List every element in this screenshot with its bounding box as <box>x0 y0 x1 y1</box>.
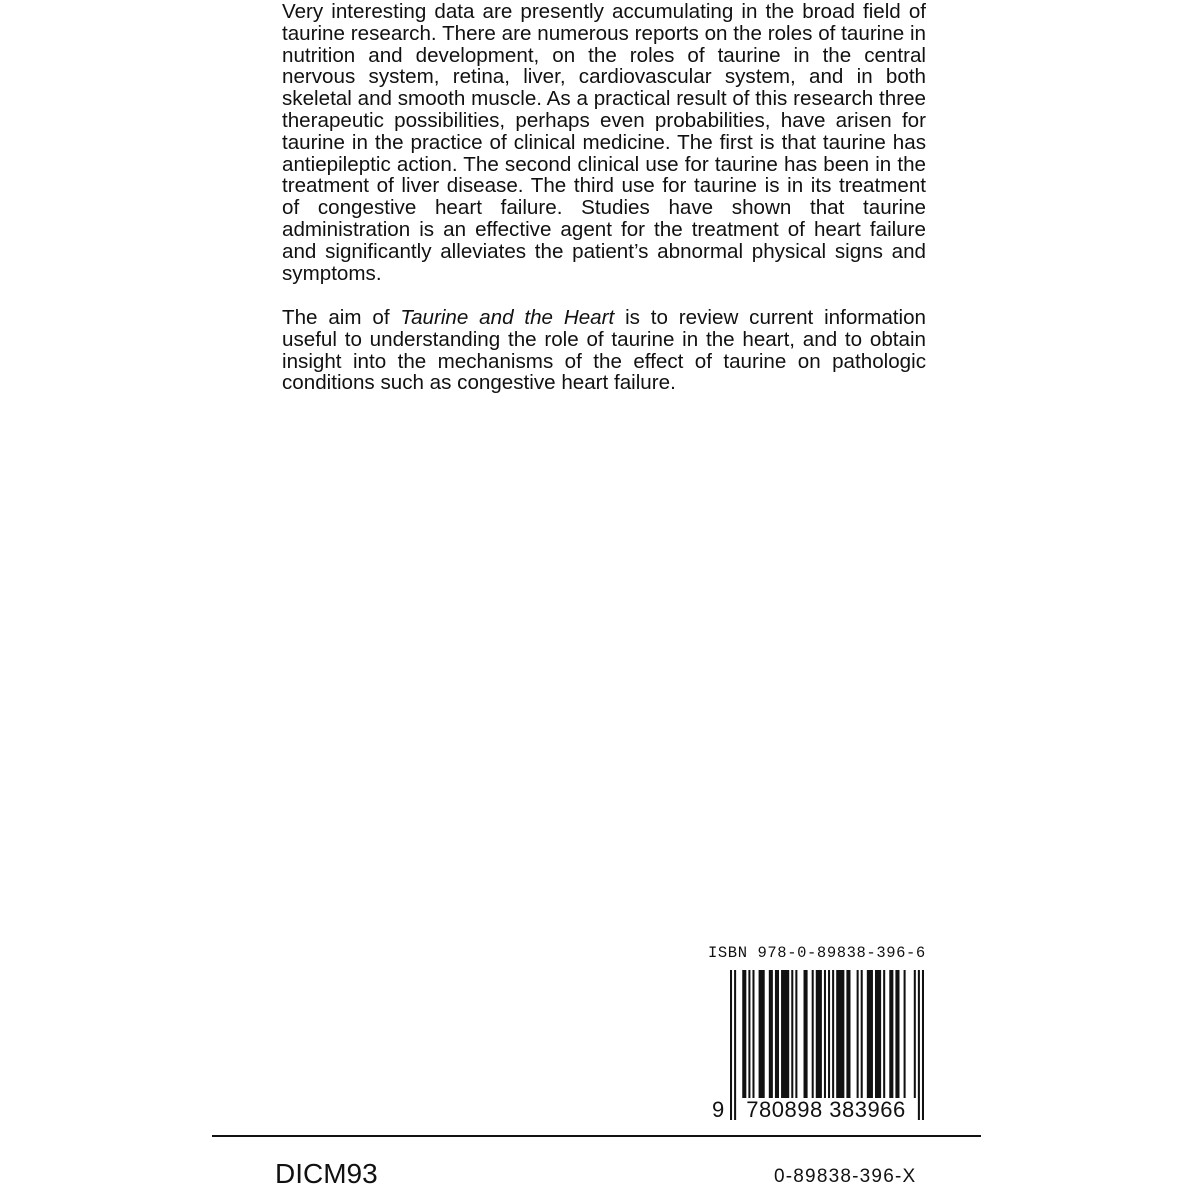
barcode-bar <box>883 970 885 1098</box>
barcode-bar <box>769 970 773 1098</box>
barcode-bar <box>816 970 822 1098</box>
paragraph-2-lead: The aim of <box>282 306 401 329</box>
barcode-bar <box>832 970 834 1098</box>
isbn-label: ISBN 978-0-89838-396-6 <box>708 944 926 962</box>
barcode-bar <box>791 970 793 1098</box>
barcode-bar <box>804 970 808 1098</box>
barcode-lead-digit: 9 <box>712 1097 725 1122</box>
barcode-bar <box>730 970 732 1120</box>
barcode-bar <box>857 970 859 1098</box>
isbn-10: 0-89838-396-X <box>774 1166 917 1187</box>
barcode-bar <box>752 970 754 1098</box>
barcode-bar <box>914 970 916 1098</box>
book-title: Taurine and the Heart <box>400 306 615 329</box>
barcode-bar <box>781 970 789 1098</box>
barcode-bar <box>812 970 814 1098</box>
barcode-bar <box>861 970 863 1098</box>
barcode-bar <box>836 970 844 1098</box>
barcode-bar <box>742 970 746 1098</box>
barcode-bar <box>795 970 797 1098</box>
description-paragraph-1: Very interesting data are presently accumulating in the broad field of taurine research. There are numerous reports on the roles of taurine in nutrition and development, on the roles of taurine in the central nervous system, retina, liver, cardiovascular system, and in both skeletal and smooth muscle. As a practical result of this research three therapeutic possibilities, perhaps even probabilities, have arisen for taurine in the practice of clinical medicine. The first is that taurine has antiepileptic action. The second clinical use for taurine has been in the treatment of liver disease. The third use for taurine is in its treatment of congestive heart failure. Studies have shown that taurine administration is an effective agent for the treatment of heart failure and significantly alleviates the patient’s abnormal physical signs and symptoms. <box>282 0 926 285</box>
barcode-bar <box>867 970 873 1098</box>
barcode-bar <box>875 970 881 1098</box>
barcode-bar <box>904 970 906 1098</box>
footer-divider <box>212 1135 981 1137</box>
paragraph-2-rest: is to review current information useful to understanding the role of taurine in the heart, and to obtain insight into the mechanisms of the effect of taurine on pathologic conditions such as congestive heart failure. <box>282 306 926 395</box>
barcode-bar <box>748 970 750 1098</box>
description-paragraph-2 <box>282 307 926 394</box>
barcode-bar <box>759 970 765 1098</box>
product-code: DICM93 <box>275 1158 378 1189</box>
barcode-bar <box>846 970 850 1098</box>
barcode-bar <box>918 970 920 1120</box>
barcode-digits: 780898 383966 <box>738 1098 914 1122</box>
barcode-bar <box>895 970 899 1098</box>
barcode-bar <box>775 970 779 1098</box>
barcode-bar <box>889 970 893 1098</box>
barcode-bar <box>922 970 924 1120</box>
barcode-bar <box>734 970 736 1120</box>
